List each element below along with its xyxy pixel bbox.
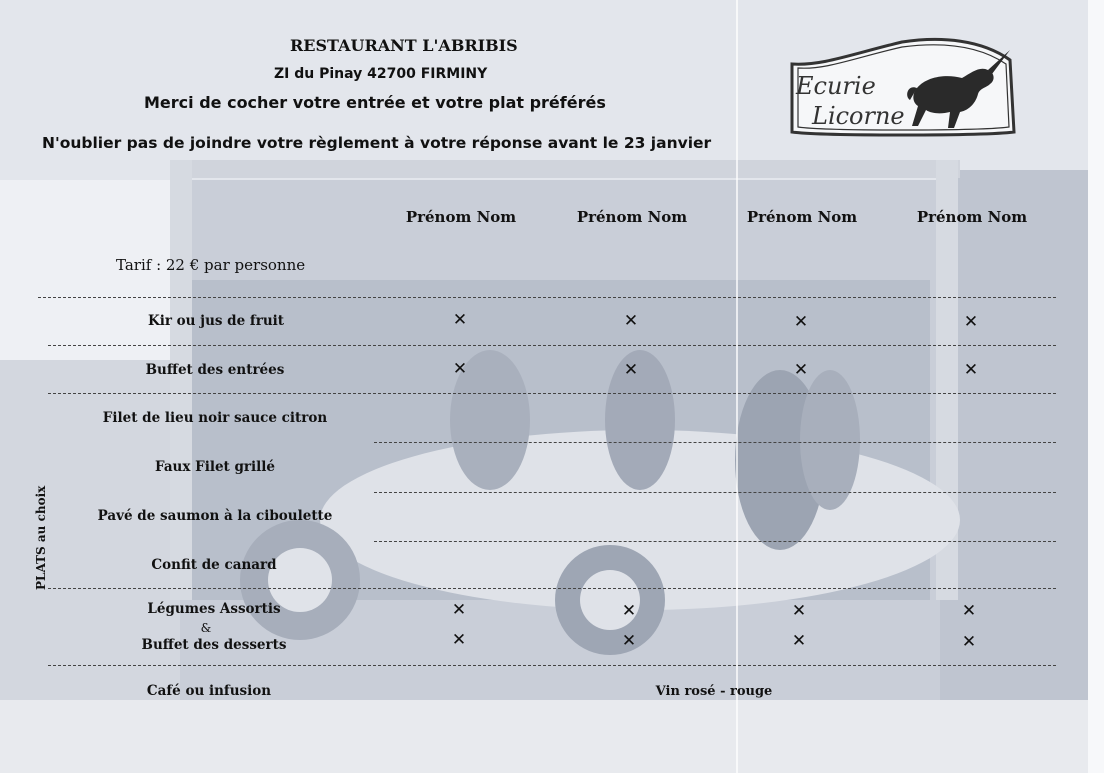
check-mark: ✕ xyxy=(791,601,807,621)
check-mark: ✕ xyxy=(451,630,467,650)
check-mark: ✕ xyxy=(961,601,977,621)
row-divider xyxy=(374,541,1056,542)
row-divider xyxy=(48,345,1056,346)
plats-au-choix-label: PLATS au choix xyxy=(34,485,48,590)
row-label-confit: Confit de canard xyxy=(151,557,277,573)
row-divider xyxy=(48,588,1056,589)
column-header-2: Prénom Nom xyxy=(576,208,688,226)
instruction-text: Merci de cocher votre entrée et votre plat préférés xyxy=(144,93,606,112)
row-label-buffet-entrees: Buffet des entrées xyxy=(145,362,285,378)
column-header-3: Prénom Nom xyxy=(746,208,858,226)
row-divider xyxy=(48,665,1056,666)
check-mark: ✕ xyxy=(621,601,637,621)
check-mark: ✕ xyxy=(452,310,468,330)
row-label-cafe: Café ou infusion xyxy=(146,683,272,699)
check-mark: ✕ xyxy=(793,312,809,332)
tarif-text: Tarif : 22 € par personne xyxy=(116,256,306,274)
check-mark: ✕ xyxy=(451,600,467,620)
check-mark: ✕ xyxy=(963,360,979,380)
row-divider xyxy=(48,393,1056,394)
check-mark: ✕ xyxy=(793,360,809,380)
row-label-buffet-desserts: Buffet des desserts xyxy=(141,637,287,653)
check-mark: ✕ xyxy=(623,311,639,331)
ampersand-symbol: & xyxy=(200,621,212,635)
row-label-filet: Filet de lieu noir sauce citron xyxy=(102,410,328,426)
column-header-1: Prénom Nom xyxy=(405,208,517,226)
row-divider xyxy=(38,297,1056,298)
check-mark: ✕ xyxy=(623,360,639,380)
deadline-text: N'oublier pas de joindre votre règlement à votre réponse avant le 23 janvier xyxy=(42,134,712,152)
paper-fold xyxy=(736,0,738,773)
row-label-faux-filet: Faux Filet grillé xyxy=(154,459,276,475)
check-mark: ✕ xyxy=(961,632,977,652)
logo-line2: Licorne xyxy=(812,102,905,130)
check-mark: ✕ xyxy=(452,359,468,379)
restaurant-address: ZI du Pinay 42700 FIRMINY xyxy=(274,66,488,82)
check-mark: ✕ xyxy=(963,312,979,332)
check-mark: ✕ xyxy=(791,631,807,651)
column-header-4: Prénom Nom xyxy=(916,208,1028,226)
wine-text: Vin rosé - rouge xyxy=(655,684,773,699)
row-divider xyxy=(374,492,1056,493)
row-label-legumes: Légumes Assortis xyxy=(147,601,281,617)
row-divider xyxy=(374,442,1056,443)
logo-line1: Ecurie xyxy=(796,72,876,100)
restaurant-title: RESTAURANT L'ABRIBIS xyxy=(290,36,518,55)
row-label-pave: Pavé de saumon à la ciboulette xyxy=(97,508,333,524)
row-label-kir: Kir ou jus de fruit xyxy=(147,313,285,329)
check-mark: ✕ xyxy=(621,631,637,651)
ecurie-licorne-logo xyxy=(782,36,1020,140)
